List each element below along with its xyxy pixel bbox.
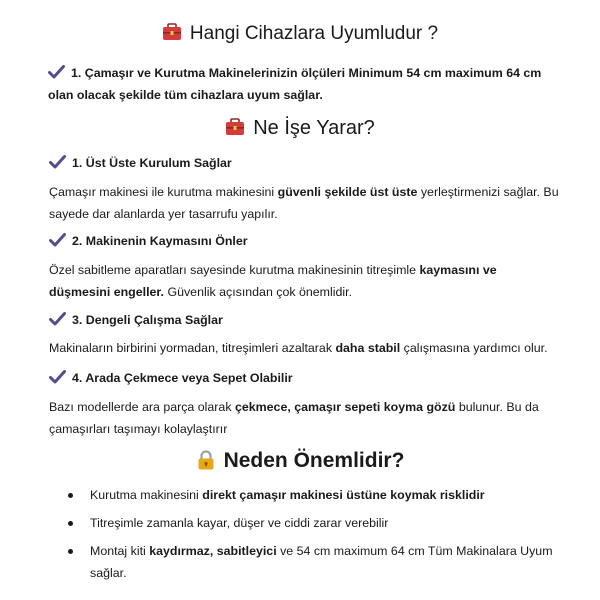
body-text: çalışmasına yardımcı olur. [400,341,548,355]
bullet-icon [68,521,73,526]
item-text: Montaj kiti [90,544,150,558]
heading-text: 2. Makinenin Kaymasını Önler [72,234,248,248]
heading-text: 1. Üst Üste Kurulum Sağlar [72,156,232,170]
item-text: Kurutma makinesini [90,488,203,502]
compatibility-item [48,62,568,106]
heading-text: 3. Dengeli Çalışma Sağlar [72,313,223,327]
item-bold: kaydırmaz, sabitleyici [149,544,277,558]
purpose-item-heading [49,368,561,388]
check-mark-icon [49,155,66,169]
purpose-item-body [49,337,561,359]
check-mark-icon [49,233,66,247]
body-bold: kaymasını ve düşmesini engeller. [49,263,497,299]
bullet-icon [68,493,73,498]
heading-text: 4. Arada Çekmece veya Sepet Olabilir [72,371,293,385]
purpose-item-heading [49,153,561,173]
body-text: Özel sabitleme aparatları sayesinde kurutma makinesinin titreşimle [49,263,420,277]
purpose-item-heading [49,310,561,330]
purpose-item-body [49,396,561,440]
item-bold: direkt çamaşır makinesi üstüne koymak risklidir [202,488,485,502]
section-heading-compatibility [0,22,600,46]
body-bold: çekmece, çamaşır sepeti koyma gözü [234,400,456,414]
toolbox-icon [225,118,245,136]
body-text: bulunur. Bu da çamaşırları taşımayı kolaylaştırır [49,400,539,436]
body-text: yerleştirmenizi sağlar. Bu sayede dar alanlarda yer tasarrufu yapılır. [49,185,559,221]
body-bold: güvenli şekilde üst üste [277,185,418,199]
item-text: ve 54 cm maximum 64 cm Tüm Makinalara Uyum sağlar. [90,544,553,580]
purpose-item-body [49,181,561,225]
purpose-item-body [49,259,561,303]
body-text: Güvenlik açısından çok önemlidir. [164,285,353,299]
check-mark-icon [49,312,66,326]
section-heading-purpose [0,116,600,140]
item-text: Titreşimle zamanla kayar, düşer ve ciddi zarar verebilir [90,516,389,530]
body-text: Makinaların birbirini yormadan, titreşimleri azaltarak [49,341,336,355]
check-mark-icon [48,65,65,79]
section-title: Neden Önemlidir? [223,449,405,472]
body-bold: daha stabil [335,341,401,355]
section-heading-importance [0,448,600,474]
compatibility-text: 1. Çamaşır ve Kurutma Makinelerinizin ölçüleri Minimum 54 cm maximum 64 cm olan olacak şekilde tüm cihazlara uyum sağlar. [48,66,542,102]
section-title: Ne İşe Yarar? [253,117,375,139]
bullet-icon [68,549,73,554]
body-text: Çamaşır makinesi ile kurutma makinesini [49,185,278,199]
lock-icon [196,450,216,470]
purpose-item-heading [49,231,561,251]
check-mark-icon [49,370,66,384]
toolbox-icon [162,23,182,41]
section-title: Hangi Cihazlara Uyumludur ? [189,23,439,44]
body-text: Bazı modellerde ara parça olarak [49,400,235,414]
